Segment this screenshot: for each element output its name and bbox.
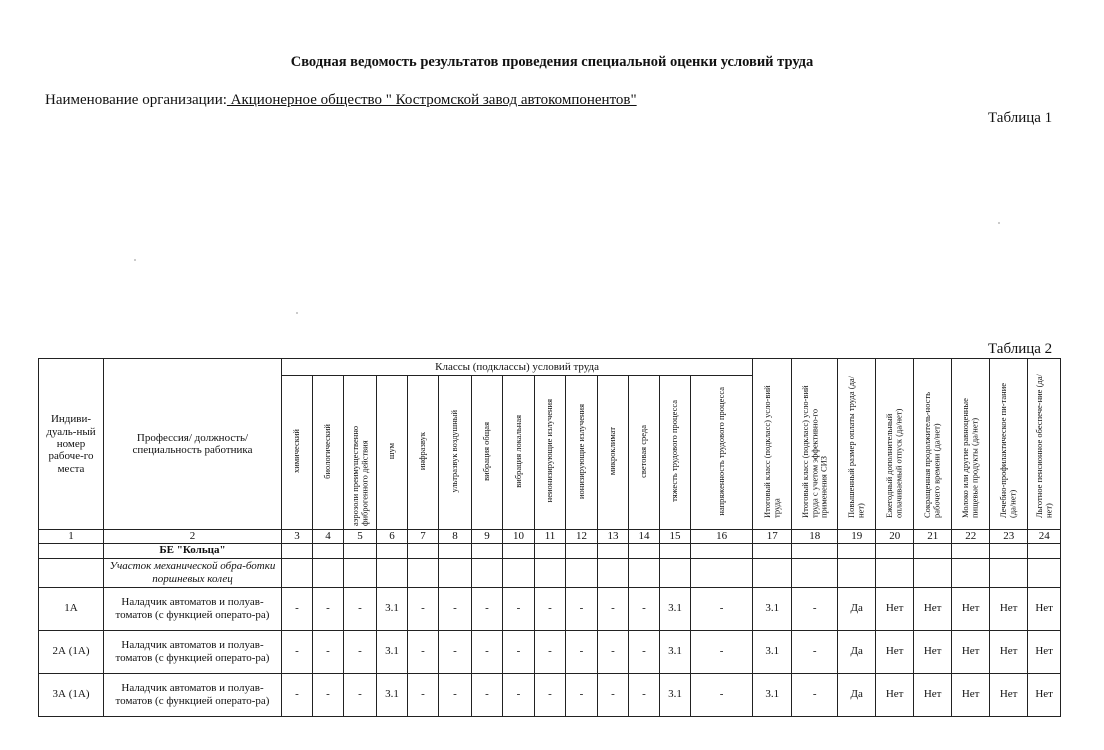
value-cell: -: [282, 630, 313, 673]
column-number: 21: [914, 530, 952, 543]
column-number: 10: [503, 530, 535, 543]
header-factor: [503, 376, 535, 530]
empty-cell: [344, 543, 377, 558]
value-cell: Нет: [952, 630, 990, 673]
value-cell: Нет: [876, 587, 914, 630]
value-cell: -: [313, 587, 344, 630]
value-cell: 3.1: [660, 673, 691, 716]
column-number: 8: [439, 530, 472, 543]
header-summary-label: Льготное пенсионное обеспече-ние (да/нет): [1033, 373, 1054, 518]
value-cell: -: [629, 673, 660, 716]
column-number-row: [39, 530, 1061, 543]
empty-cell: [952, 543, 990, 558]
column-number: 1: [39, 530, 104, 543]
value-cell: -: [472, 673, 503, 716]
header-factor-label: вибрация общая: [481, 421, 492, 481]
header-factor-label: неионизирующие излучения: [544, 399, 555, 503]
header-factor-label: химический: [291, 429, 302, 473]
value-cell: -: [439, 630, 472, 673]
header-factor-label: инфразвук: [417, 431, 428, 471]
header-summary-label: Повышенный размер оплаты труда (да/нет): [846, 375, 866, 518]
empty-cell: [753, 558, 792, 587]
header-factor-label: ионизирующие излучения: [575, 403, 586, 499]
empty-cell: [838, 558, 876, 587]
value-cell: Нет: [990, 630, 1028, 673]
empty-cell: [313, 558, 344, 587]
value-cell: Нет: [952, 673, 990, 716]
value-cell: -: [503, 673, 535, 716]
header-factor-label: биологический: [322, 423, 333, 479]
header-factor-label: напряженность трудового процесса: [715, 386, 726, 516]
value-cell: -: [344, 630, 377, 673]
value-cell: Нет: [914, 630, 952, 673]
header-summary-label: Итоговый класс (подкласс) усло-вий труда с учетом эффективно-го применения СИЗ: [799, 384, 829, 518]
value-cell: -: [408, 673, 439, 716]
value-cell: -: [344, 673, 377, 716]
profession-cell: Наладчик автоматов и полуав-томатов (с функцией операто-ра): [104, 630, 282, 673]
column-number: 11: [535, 530, 566, 543]
value-cell: Нет: [990, 673, 1028, 716]
value-cell: -: [472, 630, 503, 673]
header-summary: [1028, 359, 1061, 530]
column-number: 20: [876, 530, 914, 543]
value-cell: Да: [838, 587, 876, 630]
value-cell: -: [691, 630, 753, 673]
empty-cell: [660, 558, 691, 587]
value-cell: -: [598, 673, 629, 716]
value-cell: Нет: [1028, 587, 1061, 630]
value-cell: -: [691, 673, 753, 716]
header-factor: [691, 376, 753, 530]
scan-speck: [296, 312, 298, 314]
value-cell: -: [503, 587, 535, 630]
value-cell: -: [629, 587, 660, 630]
empty-cell: [952, 558, 990, 587]
header-summary: [876, 359, 914, 530]
header-factor: [566, 376, 598, 530]
empty-cell: [990, 543, 1028, 558]
empty-cell: [566, 543, 598, 558]
subsection-label: Участок механической обра-ботки поршневых колец: [104, 558, 282, 587]
empty-cell: [377, 543, 408, 558]
column-number: 23: [990, 530, 1028, 543]
header-summary-label: Итоговый класс (подкласс) усло-вий труда: [761, 384, 782, 518]
column-number: 24: [1028, 530, 1061, 543]
empty-cell: [439, 543, 472, 558]
value-cell: Нет: [1028, 630, 1061, 673]
empty-cell: [39, 558, 104, 587]
value-cell: 3.1: [377, 630, 408, 673]
empty-cell: [598, 558, 629, 587]
value-cell: -: [535, 630, 566, 673]
workplace-id: 1А: [39, 587, 104, 630]
header-factor: [439, 376, 472, 530]
empty-cell: [439, 558, 472, 587]
scan-speck: [134, 259, 136, 261]
value-cell: -: [792, 630, 838, 673]
empty-cell: [914, 543, 952, 558]
value-cell: -: [792, 587, 838, 630]
empty-cell: [282, 543, 313, 558]
value-cell: -: [691, 587, 753, 630]
value-cell: Нет: [1028, 673, 1061, 716]
empty-cell: [408, 558, 439, 587]
value-cell: -: [535, 673, 566, 716]
empty-cell: [838, 543, 876, 558]
value-cell: Нет: [952, 587, 990, 630]
empty-cell: [753, 543, 792, 558]
column-number: 16: [691, 530, 753, 543]
profession-cell: Наладчик автоматов и полуав-томатов (с функцией операто-ра): [104, 673, 282, 716]
value-cell: -: [629, 630, 660, 673]
document-title: Сводная ведомость результатов проведения специальной оценки условий труда: [290, 54, 814, 70]
header-summary-label: Молоко или другие равноценные пищевые продукты (да/нет): [960, 397, 980, 518]
value-cell: -: [535, 587, 566, 630]
column-number: 18: [792, 530, 838, 543]
empty-cell: [282, 558, 313, 587]
value-cell: Нет: [914, 673, 952, 716]
value-cell: -: [408, 587, 439, 630]
header-summary: [838, 359, 876, 530]
header-summary: [792, 359, 838, 530]
value-cell: -: [792, 673, 838, 716]
organization-name: Акционерное общество " Костромской завод автокомпонентов": [226, 92, 637, 108]
profession-cell: Наладчик автоматов и полуав-томатов (с функцией операто-ра): [104, 587, 282, 630]
empty-cell: [472, 543, 503, 558]
column-number: 9: [472, 530, 503, 543]
value-cell: Нет: [990, 587, 1028, 630]
value-cell: -: [566, 587, 598, 630]
column-number: 7: [408, 530, 439, 543]
empty-cell: [792, 558, 838, 587]
value-cell: Нет: [876, 630, 914, 673]
header-summary-label: Ежегодный дополнительный оплачиваемый отпуск (да/нет): [884, 408, 904, 518]
subsection-row: [39, 558, 1061, 587]
header-factor: [408, 376, 439, 530]
header-factor: [282, 376, 313, 530]
empty-cell: [691, 543, 753, 558]
workplace-id: 2А (1А): [39, 630, 104, 673]
header-factor-label: аэрозоли преимущественно фиброгенного действия: [349, 425, 369, 526]
header-factor: [660, 376, 691, 530]
table2-label: Таблица 2: [988, 341, 1053, 357]
value-cell: -: [503, 630, 535, 673]
header-row-classes: [39, 359, 1061, 376]
column-number: 14: [629, 530, 660, 543]
column-number: 3: [282, 530, 313, 543]
header-factor-label: микроклимат: [607, 426, 618, 476]
empty-cell: [876, 543, 914, 558]
empty-cell: [472, 558, 503, 587]
header-summary: [914, 359, 952, 530]
header-factor: [472, 376, 503, 530]
empty-cell: [408, 543, 439, 558]
table-row: [39, 587, 1061, 630]
empty-cell: [598, 543, 629, 558]
empty-cell: [377, 558, 408, 587]
value-cell: -: [566, 673, 598, 716]
column-number: 2: [104, 530, 282, 543]
section-label: БЕ "Кольца": [104, 543, 282, 558]
column-number: 13: [598, 530, 629, 543]
header-factor: [629, 376, 660, 530]
value-cell: Нет: [876, 673, 914, 716]
header-factor: [313, 376, 344, 530]
empty-cell: [535, 558, 566, 587]
header-factor: [344, 376, 377, 530]
value-cell: 3.1: [660, 587, 691, 630]
value-cell: -: [598, 587, 629, 630]
header-summary-label: Лечебно-профилактическое пи-тание (да/нет): [998, 382, 1018, 518]
empty-cell: [344, 558, 377, 587]
column-number: 15: [660, 530, 691, 543]
organization-line: [45, 92, 637, 109]
column-number: 19: [838, 530, 876, 543]
column-number: 4: [313, 530, 344, 543]
empty-cell: [914, 558, 952, 587]
empty-cell: [691, 558, 753, 587]
empty-cell: [503, 558, 535, 587]
value-cell: -: [344, 587, 377, 630]
empty-cell: [1028, 543, 1061, 558]
header-summary: [990, 359, 1028, 530]
workplace-id: 3А (1А): [39, 673, 104, 716]
header-factor-label: вибрация локальная: [512, 414, 523, 488]
empty-cell: [39, 543, 104, 558]
value-cell: 3.1: [753, 673, 792, 716]
empty-cell: [503, 543, 535, 558]
header-factor: [598, 376, 629, 530]
value-cell: -: [439, 673, 472, 716]
column-number: 5: [344, 530, 377, 543]
header-factor: [535, 376, 566, 530]
empty-cell: [535, 543, 566, 558]
table1-label: Таблица 1: [988, 110, 1053, 126]
header-factor-label: ультразвук воздушный: [449, 409, 460, 493]
value-cell: 3.1: [753, 630, 792, 673]
header-summary: [952, 359, 990, 530]
column-number: 6: [377, 530, 408, 543]
header-summary-label: Сокращенная продолжитель-ность рабочего времени (да/нет): [922, 391, 942, 518]
empty-cell: [876, 558, 914, 587]
header-factor-label: тяжесть трудового процесса: [669, 400, 680, 502]
value-cell: Нет: [914, 587, 952, 630]
empty-cell: [629, 543, 660, 558]
value-cell: -: [313, 630, 344, 673]
header-factor: [377, 376, 408, 530]
empty-cell: [990, 558, 1028, 587]
column-number: 17: [753, 530, 792, 543]
empty-cell: [660, 543, 691, 558]
value-cell: Да: [838, 630, 876, 673]
value-cell: Да: [838, 673, 876, 716]
column-number: 22: [952, 530, 990, 543]
table-row: [39, 673, 1061, 716]
value-cell: -: [313, 673, 344, 716]
value-cell: 3.1: [660, 630, 691, 673]
section-row: [39, 543, 1061, 558]
column-number: 12: [566, 530, 598, 543]
value-cell: -: [408, 630, 439, 673]
empty-cell: [313, 543, 344, 558]
value-cell: -: [472, 587, 503, 630]
header-id: Индиви-дуаль-ный номер рабоче-го места: [39, 359, 104, 530]
table-row: [39, 630, 1061, 673]
value-cell: -: [566, 630, 598, 673]
value-cell: -: [282, 673, 313, 716]
empty-cell: [792, 543, 838, 558]
empty-cell: [1028, 558, 1061, 587]
empty-cell: [566, 558, 598, 587]
header-profession: Профессия/ должность/ специальность работника: [104, 359, 282, 530]
value-cell: 3.1: [753, 587, 792, 630]
value-cell: -: [439, 587, 472, 630]
value-cell: 3.1: [377, 673, 408, 716]
scan-speck: [998, 222, 1000, 224]
value-cell: 3.1: [377, 587, 408, 630]
header-factor-label: шум: [386, 442, 397, 460]
results-table: [38, 358, 1061, 717]
value-cell: -: [282, 587, 313, 630]
header-factor-label: световая среда: [638, 424, 649, 478]
organization-label: Наименование организации:: [45, 92, 227, 108]
header-summary: [753, 359, 792, 530]
value-cell: -: [598, 630, 629, 673]
header-classes: Классы (подклассы) условий труда: [282, 359, 753, 376]
empty-cell: [629, 558, 660, 587]
